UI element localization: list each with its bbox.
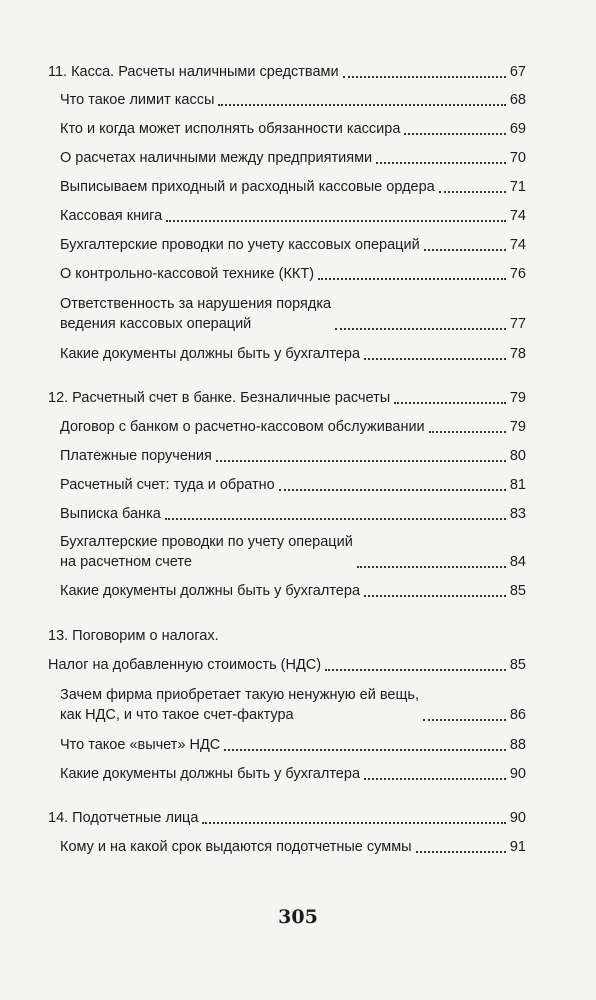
toc-entry-title: Кому и на какой срок выдаются подотчетные суммы bbox=[60, 839, 412, 855]
toc-entry-page: 67 bbox=[509, 64, 526, 80]
toc-entry-title: Платежные поручения bbox=[60, 448, 212, 464]
toc-entry-page: 88 bbox=[509, 737, 526, 753]
toc-entry-page: 79 bbox=[509, 419, 526, 435]
toc-entry-title: Бухгалтерские проводки по учету кассовых операций bbox=[60, 237, 420, 253]
toc-entry bbox=[60, 446, 526, 466]
dot-leader bbox=[364, 777, 506, 780]
toc-entry bbox=[60, 685, 526, 725]
dot-leader bbox=[318, 277, 506, 280]
toc-entry-title: 12. Расчетный счет в банке. Безналичные расчеты bbox=[48, 390, 391, 406]
dot-leader bbox=[224, 748, 506, 751]
toc-entry bbox=[48, 655, 526, 675]
toc-entry-title: Ответственность за нарушения порядка ведения кассовых операций bbox=[60, 296, 332, 332]
toc-entry-title: Какие документы должны быть у бухгалтера bbox=[60, 346, 361, 362]
toc-entry bbox=[48, 62, 526, 82]
dot-leader bbox=[165, 517, 506, 520]
toc-entry-page: 80 bbox=[509, 448, 526, 464]
toc-entry-page: 69 bbox=[509, 121, 526, 137]
dot-leader bbox=[423, 718, 506, 721]
toc-entry-title: Выписка банка bbox=[60, 506, 161, 522]
toc-entry-title: Какие документы должны быть у бухгалтера bbox=[60, 766, 361, 782]
toc-entry-page: 81 bbox=[509, 477, 526, 493]
toc-entry-title: Какие документы должны быть у бухгалтера bbox=[60, 583, 361, 599]
dot-leader bbox=[376, 161, 506, 164]
toc-entry bbox=[60, 581, 526, 601]
toc-entry-page: 83 bbox=[509, 506, 526, 522]
dot-leader bbox=[202, 821, 505, 824]
toc-entry-page: 70 bbox=[509, 150, 526, 166]
toc-entry bbox=[60, 119, 526, 139]
dot-leader bbox=[416, 850, 506, 853]
dot-leader bbox=[343, 75, 506, 78]
dot-leader bbox=[335, 327, 506, 330]
toc-entry bbox=[60, 264, 526, 284]
dot-leader bbox=[364, 357, 506, 360]
toc-entry-page: 85 bbox=[509, 657, 526, 673]
toc-entry-page: 90 bbox=[509, 810, 526, 826]
toc-entry bbox=[48, 808, 526, 828]
dot-leader bbox=[279, 488, 506, 491]
toc-entry-title: Договор с банком о расчетно-кассовом обслуживании bbox=[60, 419, 425, 435]
toc-entry-page: 78 bbox=[509, 346, 526, 362]
toc-entry-page: 79 bbox=[509, 390, 526, 406]
toc-entry-page: 86 bbox=[509, 707, 526, 723]
toc-entry-title: Бухгалтерские проводки по учету операций на расчетном счете bbox=[60, 534, 353, 570]
dot-leader bbox=[439, 190, 506, 193]
toc-entry-title: Кассовая книга bbox=[60, 208, 163, 224]
toc-entry-page: 91 bbox=[509, 839, 526, 855]
section-heading: 13. Поговорим о налогах. bbox=[48, 628, 219, 644]
toc-entry bbox=[60, 235, 526, 255]
dot-leader bbox=[216, 459, 506, 462]
toc-entry bbox=[60, 177, 526, 197]
toc-entry bbox=[60, 294, 526, 334]
toc-entry-title: Кто и когда может исполнять обязанности кассира bbox=[60, 121, 401, 137]
toc-entry-page: 77 bbox=[509, 316, 526, 332]
toc-entry-title: Что такое лимит кассы bbox=[60, 92, 215, 108]
toc-entry-title: 11. Касса. Расчеты наличными средствами bbox=[48, 64, 339, 80]
dot-leader bbox=[218, 103, 505, 106]
page-number: 305 bbox=[278, 906, 318, 928]
toc-entry-page: 74 bbox=[509, 208, 526, 224]
toc-entry-title: Что такое «вычет» НДС bbox=[60, 737, 221, 753]
dot-leader bbox=[404, 132, 505, 135]
dot-leader bbox=[394, 401, 506, 404]
dot-leader bbox=[357, 565, 506, 568]
toc-entry bbox=[60, 475, 526, 495]
toc-entry-page: 85 bbox=[509, 583, 526, 599]
toc-entry bbox=[60, 504, 526, 524]
toc-entry-page: 71 bbox=[509, 179, 526, 195]
toc-entry-page: 76 bbox=[509, 266, 526, 282]
toc-entry-title: Расчетный счет: туда и обратно bbox=[60, 477, 275, 493]
toc-entry bbox=[60, 417, 526, 437]
toc-entry bbox=[60, 735, 526, 755]
dot-leader bbox=[424, 248, 506, 251]
toc-entry-title: Налог на добавленную стоимость (НДС) bbox=[48, 657, 322, 673]
toc-entry-title: О расчетах наличными между предприятиями bbox=[60, 150, 373, 166]
toc-entry-title: Выписываем приходный и расходный кассовые ордера bbox=[60, 179, 435, 195]
toc-entry-page: 90 bbox=[509, 766, 526, 782]
toc-entry bbox=[60, 344, 526, 364]
toc-entry bbox=[60, 90, 526, 110]
toc-entry bbox=[48, 388, 526, 408]
dot-leader bbox=[429, 430, 506, 433]
toc-entry-page: 84 bbox=[509, 554, 526, 570]
toc-entry bbox=[60, 532, 526, 572]
toc-entry-page: 68 bbox=[509, 92, 526, 108]
toc-entry bbox=[60, 206, 526, 226]
dot-leader bbox=[325, 668, 506, 671]
toc-entry-title: Зачем фирма приобретает такую ненужную ей вещь, как НДС, и что такое счет-фактура bbox=[60, 687, 419, 723]
dot-leader bbox=[364, 594, 506, 597]
toc-entry-page: 74 bbox=[509, 237, 526, 253]
toc-entry bbox=[60, 148, 526, 168]
toc-entry-title: 14. Подотчетные лица bbox=[48, 810, 199, 826]
toc-entry bbox=[60, 837, 526, 857]
toc-entry-title: О контрольно-кассовой технике (ККТ) bbox=[60, 266, 315, 282]
toc-entry bbox=[60, 764, 526, 784]
dot-leader bbox=[166, 219, 506, 222]
